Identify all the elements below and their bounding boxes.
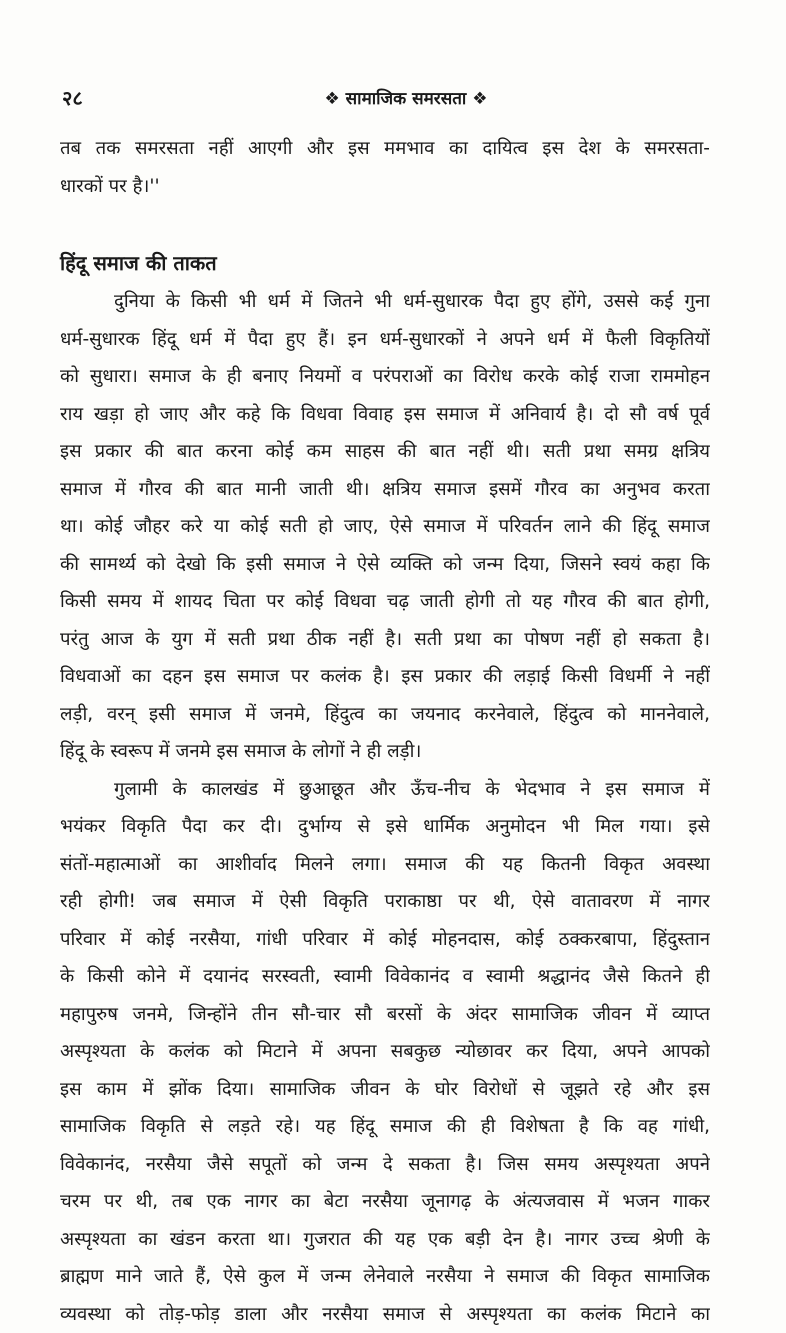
text-line: को सुधारा। समाज के ही बनाए नियमों व परंपराओं का विरोध करके कोई राजा राममोहन — [60, 358, 710, 396]
page-number: २८ — [62, 84, 83, 111]
text-line: महापुरुष जनमे, जिन्होंने तीन सौ-चार सौ बरसों के अंदर सामाजिक जीवन में व्याप्त — [60, 996, 710, 1034]
text-line: हिंदू के स्वरूप में जनमे इस समाज के लोगों ने ही लड़ी। — [60, 733, 710, 771]
intro-paragraph — [60, 130, 710, 205]
text-line: किसी समय में शायद चिता पर कोई विधवा चढ़ जाती होगी तो यह गौरव की बात होगी, — [60, 583, 710, 621]
text-line: संतों-महात्माओं का आशीर्वाद मिलने लगा। समाज की यह कितनी विकृत अवस्था — [60, 846, 710, 884]
text-line: विधवाओं का दहन इस समाज पर कलंक है। इस प्रकार की लड़ाई किसी विधर्मी ने नहीं — [60, 658, 710, 696]
section-heading: हिंदू समाज की ताकत — [60, 243, 710, 283]
text-line: चरम पर थी, तब एक नागर का बेटा नरसैया जूनागढ़ के अंत्यजवास में भजन गाकर — [60, 1183, 710, 1221]
text-line: परिवार में कोई नरसैया, गांधी परिवार में कोई मोहनदास, कोई ठक्करबापा, हिंदुस्तान — [60, 921, 710, 959]
text-line: परंतु आज के युग में सती प्रथा ठीक नहीं है। सती प्रथा का पोषण नहीं हो सकता है। — [60, 621, 710, 659]
section-gap — [60, 205, 710, 243]
text-line: ब्राह्मण माने जाते हैं, ऐसे कुल में जन्म लेनेवाले नरसैया ने समाज की विकृत सामाजिक — [60, 1258, 710, 1296]
text-line: की सामर्थ्य को देखो कि इसी समाज ने ऐसे व्यक्ति को जन्म दिया, जिसने स्वयं कहा कि — [60, 546, 710, 584]
text-line: व्यवस्था को तोड़-फोड़ डाला और नरसैया समाज से अस्पृश्यता का कलंक मिटाने का — [60, 1296, 710, 1333]
text-line: विवेकानंद, नरसैया जैसे सपूतों को जन्म दे सकता है। जिस समय अस्पृश्यता अपने — [60, 1146, 710, 1184]
paragraph-2 — [60, 771, 710, 1333]
text-line: समाज में गौरव की बात मानी जाती थी। क्षत्रिय समाज इसमें गौरव का अनुभव करता — [60, 471, 710, 509]
running-title: ❖ सामाजिक समरसता ❖ — [276, 86, 536, 109]
text-line: राय खड़ा हो जाए और कहे कि विधवा विवाह इस समाज में अनिवार्य है। दो सौ वर्ष पूर्व — [60, 396, 710, 434]
text-line: इस प्रकार की बात करना कोई कम साहस की बात नहीं थी। सती प्रथा समग्र क्षत्रिय — [60, 433, 710, 471]
text-line: अस्पृश्यता के कलंक को मिटाने में अपना सबकुछ न्योछावर कर दिया, अपने आपको — [60, 1033, 710, 1071]
page-header — [56, 84, 730, 114]
page-body — [60, 130, 710, 1333]
text-line: इस काम में झोंक दिया। सामाजिक जीवन के घोर विरोधों से जूझते रहे और इस — [60, 1071, 710, 1109]
text-line: दुनिया के किसी भी धर्म में जितने भी धर्म-सुधारक पैदा हुए होंगे, उससे कई गुना — [60, 283, 710, 321]
text-line: धारकों पर है।'' — [60, 168, 710, 206]
text-line: धर्म-सुधारक हिंदू धर्म में पैदा हुए हैं। इन धर्म-सुधारकों ने अपने धर्म में फैली विकृतियों — [60, 321, 710, 359]
paragraph-1 — [60, 283, 710, 771]
text-line: सामाजिक विकृति से लड़ते रहे। यह हिंदू समाज की ही विशेषता है कि वह गांधी, — [60, 1108, 710, 1146]
text-line: गुलामी के कालखंड में छुआछूत और ऊँच-नीच के भेदभाव ने इस समाज में — [60, 771, 710, 809]
text-line: था। कोई जौहर करे या कोई सती हो जाए, ऐसे समाज में परिवर्तन लाने की हिंदू समाज — [60, 508, 710, 546]
text-line: अस्पृश्यता का खंडन करता था। गुजरात की यह एक बड़ी देन है। नागर उच्च श्रेणी के — [60, 1221, 710, 1259]
text-line: लड़ी, वरन् इसी समाज में जनमे, हिंदुत्व का जयनाद करनेवाले, हिंदुत्व को माननेवाले, — [60, 696, 710, 734]
text-line: तब तक समरसता नहीं आएगी और इस ममभाव का दायित्व इस देश के समरसता- — [60, 130, 710, 168]
text-line: के किसी कोने में दयानंद सरस्वती, स्वामी विवेकानंद व स्वामी श्रद्धानंद जैसे कितने ही — [60, 958, 710, 996]
text-line: भयंकर विकृति पैदा कर दी। दुर्भाग्य से इसे धार्मिक अनुमोदन भी मिल गया। इसे — [60, 808, 710, 846]
text-line: रही होगी! जब समाज में ऐसी विकृति पराकाष्ठा पर थी, ऐसे वातावरण में नागर — [60, 883, 710, 921]
